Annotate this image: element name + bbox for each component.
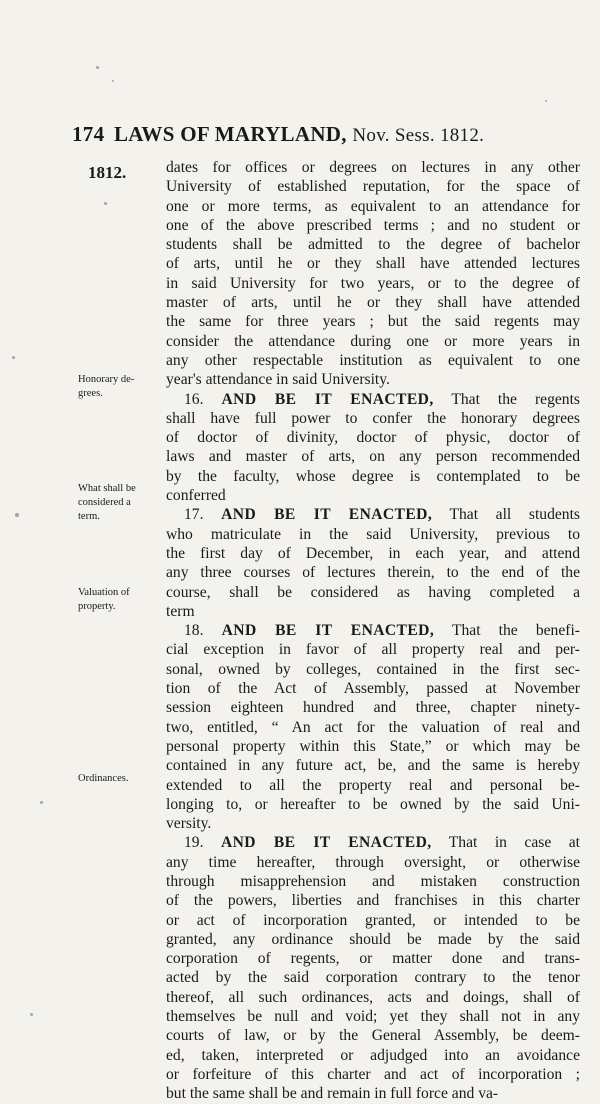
section-start-line: 19. AND BE IT ENACTED, That in case at — [184, 834, 580, 852]
text-line: of doctor of divinity, doctor of physic, doctor of — [166, 429, 580, 447]
text-line: acted by the said corporation contrary to the tenor — [166, 969, 580, 987]
paper-speck — [104, 202, 107, 205]
text-line: granted, any ordinance should be made by the said — [166, 930, 580, 948]
text-line: cial exception in favor of all property real and per- — [166, 641, 580, 659]
text-line: versity. — [166, 815, 212, 833]
body-text — [166, 158, 580, 1104]
text-line: ed, taken, interpreted or adjudged into an avoidance — [166, 1046, 580, 1064]
text-line: themselves be null and void; yet they shall not in any — [166, 1008, 580, 1026]
text-line: sonal, owned by colleges, contained in the first sec- — [166, 660, 580, 678]
margin-note-ordinances — [78, 772, 164, 786]
text-line: any other respectable institution as equivalent to one — [166, 351, 580, 369]
text-line: students shall be admitted to the degree of bachelor — [166, 236, 580, 254]
text-line: one of the above prescribed terms ; and no student or — [166, 216, 580, 234]
text-line: the same for three years ; but the said regents may — [166, 313, 580, 331]
text-line: thereof, all such ordinances, acts and doings, shall of — [166, 988, 580, 1006]
margin-note-line: Ordinances. — [78, 773, 129, 784]
page-header — [72, 122, 572, 147]
text-line: two, entitled, “ An act for the valuation of real and — [166, 718, 580, 736]
text-line: the first day of December, in each year, and attend — [166, 544, 580, 562]
text-line: who matriculate in the said University, previous to — [166, 525, 580, 543]
margin-note-line: considered a — [78, 497, 131, 508]
page-number: 174 — [72, 122, 105, 146]
text-line: corporation of regents, or matter done and trans- — [166, 950, 580, 968]
text-line: one or more terms, as equivalent to an attendance for — [166, 197, 580, 215]
text-line: laws and master of arts, on any person recommended — [166, 448, 580, 466]
text-line: or forfeiture of this charter and act of incorporation ; — [166, 1065, 580, 1083]
text-line: consider the attendance during one or more years in — [166, 332, 580, 350]
text-line: of arts, until he or they shall have attended lectures — [166, 255, 580, 273]
text-line: session eighteen hundred and three, chapter ninety- — [166, 699, 580, 717]
header-title: LAWS OF MARYLAND, — [113, 122, 347, 146]
text-line: or act of incorporation granted, or intended to be — [166, 911, 580, 929]
text-line: personal property within this State,” or which may be — [166, 737, 580, 755]
margin-note-line: What shall be — [78, 483, 136, 494]
margin-note-term — [78, 482, 164, 524]
text-line: dates for offices or degrees on lectures in any other — [166, 159, 580, 176]
paper-speck — [96, 66, 99, 69]
margin-note-line: term. — [78, 511, 100, 522]
text-line: year's attendance in said University. — [166, 371, 390, 389]
text-line: extended to all the property real and personal be- — [166, 776, 580, 794]
margin-note-valuation — [78, 586, 164, 614]
text-line: but the same shall be and remain in full force and va- — [166, 1085, 499, 1103]
text-line: tion of the Act of Assembly, passed at November — [166, 680, 580, 698]
paper-speck — [15, 513, 19, 517]
margin-note-honorary-degrees — [78, 373, 164, 401]
text-line: course, shall be considered as having completed a — [166, 583, 580, 601]
section-start-line: 17. AND BE IT ENACTED, That all students — [184, 506, 580, 524]
margin-note-line: property. — [78, 601, 116, 612]
text-line: through misapprehension and mistaken construction — [166, 872, 580, 890]
margin-note-line: Honorary de- — [78, 374, 135, 385]
text-line: term — [166, 602, 195, 620]
section-start-line: 16. AND BE IT ENACTED, That the regents — [184, 390, 580, 408]
text-line: any three courses of lectures therein, to the end of the — [166, 564, 580, 582]
text-line: University of established reputation, for the space of — [166, 178, 580, 196]
text-line: shall have full power to confer the honorary degrees — [166, 409, 580, 427]
paper-speck — [30, 1013, 33, 1016]
text-line: any time hereafter, through oversight, or otherwise — [166, 853, 580, 871]
text-line: master of arts, until he or they shall have attended — [166, 294, 580, 312]
header-session: Nov. Sess. 1812. — [352, 125, 485, 146]
paper-speck — [40, 801, 43, 804]
margin-year: 1812. — [88, 163, 127, 182]
text-line: in said University for two years, or to the degree of — [166, 274, 580, 292]
text-line: of the powers, liberties and franchises in this charter — [166, 892, 580, 910]
paper-speck — [545, 100, 547, 102]
section-start-line: 18. AND BE IT ENACTED, That the benefi- — [184, 622, 580, 640]
text-line: conferred — [166, 487, 226, 505]
text-line: contained in any future act, be, and the same is hereby — [166, 757, 580, 775]
margin-note-line: grees. — [78, 388, 103, 399]
text-line: longing to, or hereafter to be owned by the said Uni- — [166, 795, 580, 813]
paper-speck — [12, 356, 15, 359]
text-line: by the faculty, whose degree is contemplated to be — [166, 467, 580, 485]
paper-speck — [112, 80, 114, 82]
margin-note-line: Valuation of — [78, 587, 130, 598]
text-line: courts of law, or by the General Assembly, be deem- — [166, 1027, 580, 1045]
